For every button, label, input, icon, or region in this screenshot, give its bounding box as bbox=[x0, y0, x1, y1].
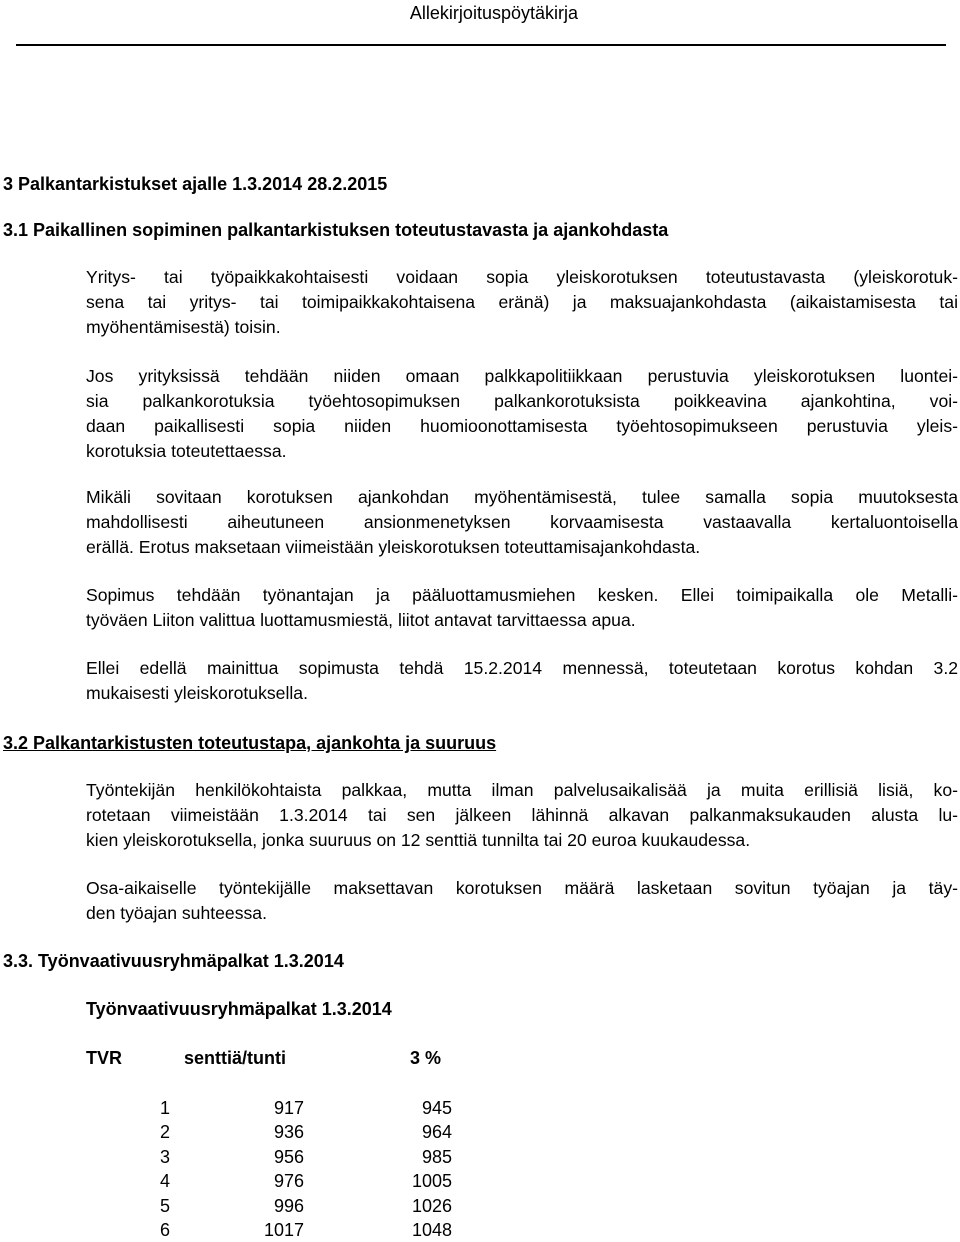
paragraph-default-raise bbox=[86, 656, 958, 706]
text-line: mahdollisesti aiheutuneen ansionmenetyksen korvaamisesta vastaavalla kertaluontoisella bbox=[86, 512, 958, 532]
table-row bbox=[0, 1218, 960, 1242]
section-3-2-heading: 3.2 Palkantarkistusten toteutustapa, ajankohta ja suuruus bbox=[3, 733, 497, 753]
raised-cell: 1005 bbox=[411, 1171, 452, 1192]
text-line: myöhentämisestä) toisin. bbox=[86, 317, 281, 337]
raised-cell: 985 bbox=[421, 1146, 452, 1167]
text-line: Sopimus tehdään työnantajan ja pääluottamusmiehen kesken. Ellei toimipaikalla ole Metalli- bbox=[86, 585, 958, 605]
cents-cell: 976 bbox=[273, 1171, 304, 1192]
raised-cell: 1048 bbox=[411, 1219, 452, 1240]
text-line: mukaisesti yleiskorotuksella. bbox=[86, 683, 308, 703]
text-line: korotuksia toteutettaessa. bbox=[86, 441, 287, 461]
text-line: Ellei edellä mainittua sopimusta tehdä 15.2.2014 mennessä, toteutetaan korotus kohdan 3.2 bbox=[86, 658, 958, 678]
tvr-cell: 6 bbox=[159, 1219, 170, 1240]
section-3-1-heading: 3.1 Paikallinen sopiminen palkantarkistuksen toteutustavasta ja ajankohdasta bbox=[3, 220, 669, 240]
header-rule bbox=[16, 44, 946, 46]
raised-cell: 964 bbox=[421, 1122, 452, 1143]
text-line: Työntekijän henkilökohtaista palkkaa, mutta ilman palvelusaikalisää ja muita erillisiä lisiä, ko- bbox=[86, 780, 958, 800]
text-line: Jos yrityksissä tehdään niiden omaan palkkapolitiikkaan perustuvia yleiskorotuksen luontei- bbox=[86, 366, 958, 386]
tvr-cell: 2 bbox=[159, 1122, 170, 1143]
section-3-3-heading: 3.3. Työnvaativuusryhmäpalkat 1.3.2014 bbox=[3, 951, 344, 971]
text-line: työväen Liiton valittua luottamusmiestä, liitot antavat tarvittaessa apua. bbox=[86, 610, 636, 630]
cents-cell: 956 bbox=[273, 1146, 304, 1167]
cents-cell: 936 bbox=[273, 1122, 304, 1143]
text-line: rotetaan viimeistään 1.3.2014 tai sen jälkeen lähinnä alkavan palkanmaksukauden alusta lu- bbox=[86, 805, 958, 825]
text-line: Yritys- tai työpaikkakohtaisesti voidaan sopia yleiskorotuksen toteutustavasta (yleiskorotuk- bbox=[86, 267, 958, 287]
text-line: erällä. Erotus maksetaan viimeistään yleiskorotuksen toteuttamisajankohdasta. bbox=[86, 537, 701, 557]
section-3-heading: 3 Palkantarkistukset ajalle 1.3.2014 28.2.2015 bbox=[3, 174, 388, 194]
table-row bbox=[0, 1096, 960, 1120]
paragraph-local-agreement bbox=[86, 265, 958, 340]
tvr-cell: 1 bbox=[159, 1098, 170, 1118]
wage-table-body bbox=[0, 1096, 960, 1242]
cents-cell: 1017 bbox=[263, 1219, 304, 1240]
wage-table-header-raise: 3 % bbox=[410, 1048, 442, 1068]
tvr-cell: 5 bbox=[159, 1195, 170, 1216]
wage-table-header-cents: senttiä/tunti bbox=[184, 1048, 286, 1068]
table-row bbox=[0, 1194, 960, 1218]
text-line: Mikäli sovitaan korotuksen ajankohdan myöhentämisestä, tulee samalla sopia muutoksesta bbox=[86, 487, 958, 507]
tvr-cell: 4 bbox=[159, 1171, 170, 1192]
table-row bbox=[0, 1120, 960, 1144]
text-line: sia palkankorotuksia työehtosopimuksen palkankorotuksista poikkeavina ajankohtina, voi- bbox=[86, 391, 958, 411]
raised-cell: 945 bbox=[421, 1098, 452, 1118]
text-line: Osa-aikaiselle työntekijälle maksettavan korotuksen määrä lasketaan sovitun työajan ja täy- bbox=[86, 878, 958, 898]
tvr-cell: 3 bbox=[159, 1146, 170, 1167]
paragraph-agreement-parties bbox=[86, 583, 958, 633]
cents-cell: 996 bbox=[273, 1195, 304, 1216]
wage-table-header-tvr: TVR bbox=[86, 1048, 122, 1068]
text-line: den työajan suhteessa. bbox=[86, 903, 267, 923]
cents-cell: 917 bbox=[273, 1098, 304, 1118]
page-header-title: Allekirjoituspöytäkirja bbox=[409, 3, 578, 23]
wage-table-title: Työnvaativuusryhmäpalkat 1.3.2014 bbox=[86, 999, 392, 1019]
paragraph-company-raises bbox=[86, 364, 958, 464]
text-line: sena tai yritys- tai toimipaikkakohtaisena eränä) ja maksuajankohdasta (aikaistamisesta tai bbox=[86, 292, 958, 312]
paragraph-postponement bbox=[86, 485, 958, 560]
raised-cell: 1026 bbox=[411, 1195, 452, 1216]
paragraph-part-time bbox=[86, 876, 958, 926]
table-row bbox=[0, 1169, 960, 1193]
paragraph-general-raise bbox=[86, 778, 958, 853]
text-line: kien yleiskorotuksella, jonka suuruus on 12 senttiä tunnilta tai 20 euroa kuukaudessa. bbox=[86, 830, 751, 850]
text-line: daan paikallisesti sopia niiden huomioonottamisesta työehtosopimukseen perustuvia yleis- bbox=[86, 416, 958, 436]
table-row bbox=[0, 1145, 960, 1169]
